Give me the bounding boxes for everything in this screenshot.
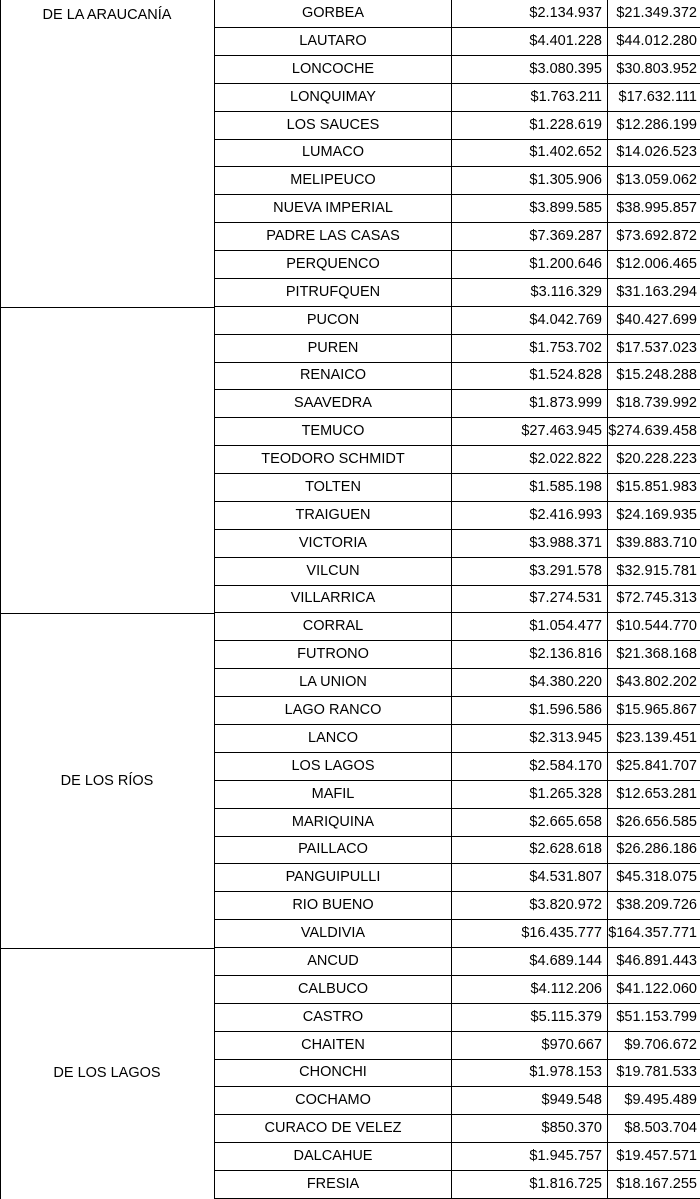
monto-2-cell: $274.639.458 [607,418,700,446]
monto-2-cell: $72.745.313 [607,585,700,613]
monto-1-cell: $2.628.618 [451,836,607,864]
table-row [214,781,700,809]
comuna-cell: FRESIA [214,1171,451,1199]
table-row [214,84,700,112]
monto-1-cell: $2.134.937 [451,0,607,28]
monto-2-cell: $26.656.585 [607,809,700,837]
comuna-cell: PANGUIPULLI [214,864,451,892]
monto-2-cell: $19.781.533 [607,1059,700,1087]
table-row [214,864,700,892]
table-row [214,558,700,586]
monto-2-cell: $15.965.867 [607,697,700,725]
monto-2-cell: $12.006.465 [607,251,700,279]
monto-1-cell: $3.291.578 [451,558,607,586]
monto-1-cell: $4.689.144 [451,948,607,976]
monto-2-cell: $32.915.781 [607,558,700,586]
region-segment [0,307,214,614]
monto-2-cell: $21.368.168 [607,641,700,669]
monto-1-cell: $7.369.287 [451,223,607,251]
comuna-cell: LOS SAUCES [214,112,451,140]
comuna-cell: VICTORIA [214,530,451,558]
monto-2-cell: $20.228.223 [607,446,700,474]
monto-2-cell: $18.167.255 [607,1171,700,1199]
table-row [214,28,700,56]
monto-1-cell: $3.080.395 [451,56,607,84]
monto-1-cell: $2.416.993 [451,502,607,530]
table-row [214,753,700,781]
monto-2-cell: $38.995.857 [607,195,700,223]
comuna-cell: TEODORO SCHMIDT [214,446,451,474]
table-row [214,585,700,613]
monto-2-cell: $164.357.771 [607,920,700,948]
monto-1-cell: $1.978.153 [451,1059,607,1087]
comuna-cell: GORBEA [214,0,451,28]
table-row [214,502,700,530]
comuna-cell: LUMACO [214,139,451,167]
monto-1-cell: $4.531.807 [451,864,607,892]
table-row [214,446,700,474]
monto-1-cell: $2.665.658 [451,809,607,837]
region-segment [0,0,214,307]
comuna-cell: PITRUFQUEN [214,279,451,307]
region-column [0,0,214,1199]
table-row [214,112,700,140]
monto-1-cell: $2.022.822 [451,446,607,474]
comuna-cell: RENAICO [214,362,451,390]
comuna-cell: CALBUCO [214,976,451,1004]
monto-1-cell: $1.200.646 [451,251,607,279]
comuna-cell: CHONCHI [214,1059,451,1087]
comuna-cell: LANCO [214,725,451,753]
monto-2-cell: $13.059.062 [607,167,700,195]
monto-1-cell: $1.585.198 [451,474,607,502]
comuna-cell: PADRE LAS CASAS [214,223,451,251]
monto-1-cell: $1.524.828 [451,362,607,390]
comuna-cell: LONQUIMAY [214,84,451,112]
table-row [214,697,700,725]
monto-2-cell: $38.209.726 [607,892,700,920]
comuna-cell: CORRAL [214,613,451,641]
monto-1-cell: $4.042.769 [451,307,607,335]
monto-2-cell: $26.286.186 [607,836,700,864]
table-row [214,948,700,976]
monto-1-cell: $2.584.170 [451,753,607,781]
table-row [214,251,700,279]
monto-1-cell: $949.548 [451,1087,607,1115]
monto-1-cell: $970.667 [451,1032,607,1060]
comuna-cell: LAGO RANCO [214,697,451,725]
monto-1-cell: $4.112.206 [451,976,607,1004]
monto-1-cell: $2.136.816 [451,641,607,669]
monto-1-cell: $16.435.777 [451,920,607,948]
table-row [214,56,700,84]
monto-1-cell: $4.401.228 [451,28,607,56]
comuna-cell: FUTRONO [214,641,451,669]
table-row [214,1059,700,1087]
monto-1-cell: $1.873.999 [451,390,607,418]
comuna-cell: DALCAHUE [214,1143,451,1171]
table-row [214,195,700,223]
region-label: DE LOS LAGOS [53,1065,161,1082]
monto-2-cell: $44.012.280 [607,28,700,56]
comuna-cell: TOLTEN [214,474,451,502]
comuna-cell: COCHAMO [214,1087,451,1115]
table-row [214,223,700,251]
monto-1-cell: $1.054.477 [451,613,607,641]
monto-1-cell: $2.313.945 [451,725,607,753]
comuna-cell: RIO BUENO [214,892,451,920]
monto-2-cell: $25.841.707 [607,753,700,781]
monto-2-cell: $12.653.281 [607,781,700,809]
monto-2-cell: $46.891.443 [607,948,700,976]
monto-2-cell: $15.851.983 [607,474,700,502]
region-label: DE LA ARAUCANÍA [42,7,172,23]
monto-2-cell: $18.739.992 [607,390,700,418]
monto-1-cell: $27.463.945 [451,418,607,446]
comuna-cell: LAUTARO [214,28,451,56]
monto-2-cell: $24.169.935 [607,502,700,530]
comuna-cell: VILCUN [214,558,451,586]
monto-1-cell: $1.816.725 [451,1171,607,1199]
comuna-cell: CURACO DE VELEZ [214,1115,451,1143]
comuna-cell: TRAIGUEN [214,502,451,530]
table-row [214,418,700,446]
monto-1-cell: $1.402.652 [451,139,607,167]
monto-2-cell: $10.544.770 [607,613,700,641]
table-row [214,1087,700,1115]
monto-2-cell: $39.883.710 [607,530,700,558]
monto-1-cell: $1.763.211 [451,84,607,112]
monto-1-cell: $1.596.586 [451,697,607,725]
monto-2-cell: $19.457.571 [607,1143,700,1171]
table-row [214,390,700,418]
monto-1-cell: $5.115.379 [451,1004,607,1032]
table-row [214,139,700,167]
table-row [214,1143,700,1171]
monto-2-cell: $31.163.294 [607,279,700,307]
monto-1-cell: $1.228.619 [451,112,607,140]
comuna-cell: MAFIL [214,781,451,809]
region-divider [0,948,214,949]
comuna-cell: VALDIVIA [214,920,451,948]
monto-1-cell: $4.380.220 [451,669,607,697]
monto-1-cell: $3.899.585 [451,195,607,223]
table-row [214,809,700,837]
table-row [214,641,700,669]
comuna-cell: NUEVA IMPERIAL [214,195,451,223]
monto-2-cell: $12.286.199 [607,112,700,140]
comuna-cell: MARIQUINA [214,809,451,837]
monto-2-cell: $51.153.799 [607,1004,700,1032]
region-divider [0,613,214,614]
monto-1-cell: $3.988.371 [451,530,607,558]
comuna-cell: PUREN [214,335,451,363]
table-row [214,279,700,307]
monto-2-cell: $43.802.202 [607,669,700,697]
monto-2-cell: $17.632.111 [607,84,700,112]
table-row [214,976,700,1004]
table-row [214,920,700,948]
comuna-cell: ANCUD [214,948,451,976]
comuna-cell: CHAITEN [214,1032,451,1060]
monto-1-cell: $1.945.757 [451,1143,607,1171]
monto-1-cell: $1.265.328 [451,781,607,809]
monto-1-cell: $3.820.972 [451,892,607,920]
comuna-cell: PUCON [214,307,451,335]
comuna-cell: MELIPEUCO [214,167,451,195]
table-row [214,669,700,697]
monto-1-cell: $1.305.906 [451,167,607,195]
comuna-cell: PAILLACO [214,836,451,864]
monto-2-cell: $14.026.523 [607,139,700,167]
monto-1-cell: $1.753.702 [451,335,607,363]
table-row [214,1171,700,1199]
monto-2-cell: $30.803.952 [607,56,700,84]
table-row [214,892,700,920]
table-row [214,1004,700,1032]
comuna-cell: CASTRO [214,1004,451,1032]
region-divider [0,307,214,308]
table-row [214,613,700,641]
table-row [214,725,700,753]
table-row [214,1032,700,1060]
comuna-cell: TEMUCO [214,418,451,446]
table-row [214,362,700,390]
monto-1-cell: $850.370 [451,1115,607,1143]
monto-2-cell: $40.427.699 [607,307,700,335]
monto-2-cell: $8.503.704 [607,1115,700,1143]
monto-2-cell: $73.692.872 [607,223,700,251]
monto-2-cell: $23.139.451 [607,725,700,753]
monto-2-cell: $41.122.060 [607,976,700,1004]
table-row [214,836,700,864]
monto-2-cell: $9.495.489 [607,1087,700,1115]
monto-2-cell: $17.537.023 [607,335,700,363]
monto-2-cell: $45.318.075 [607,864,700,892]
comuna-cell: LONCOCHE [214,56,451,84]
monto-1-cell: $7.274.531 [451,585,607,613]
comuna-cell: PERQUENCO [214,251,451,279]
comuna-cell: VILLARRICA [214,585,451,613]
table-row [214,167,700,195]
table-row [214,307,700,335]
table-row [214,530,700,558]
monto-2-cell: $15.248.288 [607,362,700,390]
table-row [214,335,700,363]
table-row [214,1115,700,1143]
monto-2-cell: $9.706.672 [607,1032,700,1060]
comuna-cell: LA UNION [214,669,451,697]
comuna-cell: SAAVEDRA [214,390,451,418]
table-row [214,474,700,502]
table-row [214,0,700,28]
region-label: DE LOS RÍOS [60,772,154,789]
monto-2-cell: $21.349.372 [607,0,700,28]
monto-1-cell: $3.116.329 [451,279,607,307]
comuna-cell: LOS LAGOS [214,753,451,781]
